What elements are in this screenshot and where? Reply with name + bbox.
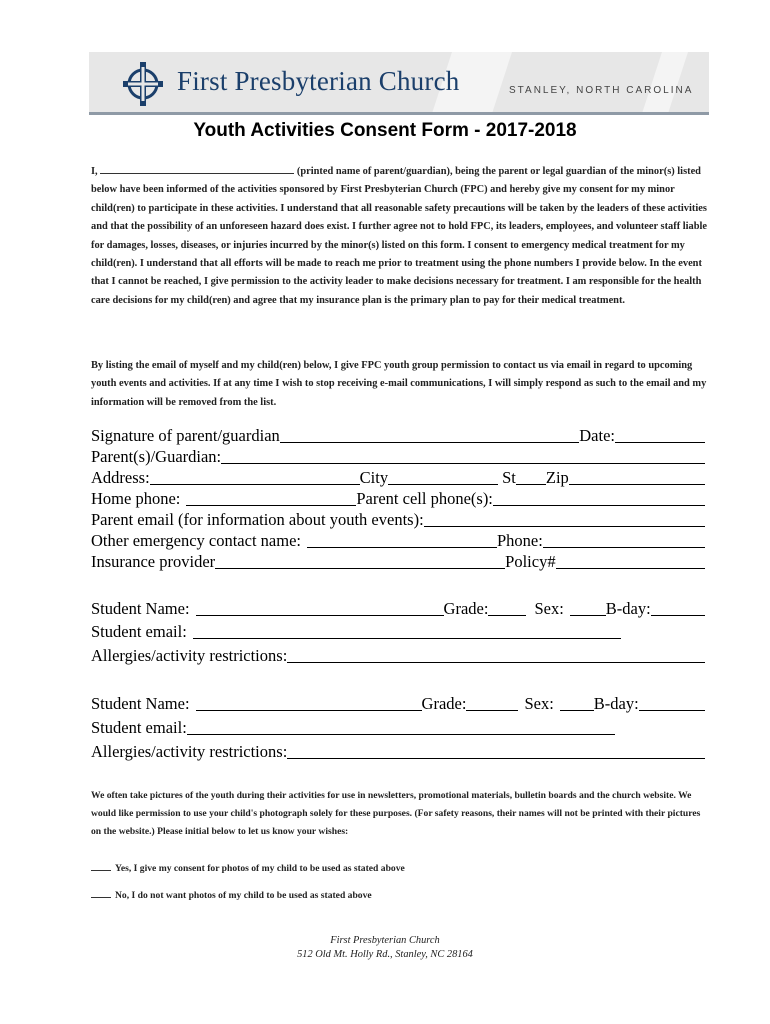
photo-consent-no-text: No, I do not want photos of my child to be used as stated above — [115, 890, 372, 901]
student2-name-row — [91, 693, 705, 714]
photo-consent-no — [91, 890, 372, 901]
policy-field[interactable] — [556, 553, 705, 569]
student1-bday-field[interactable] — [651, 600, 705, 616]
sex-label: Sex: — [524, 694, 554, 713]
student1-name-field[interactable] — [196, 600, 444, 616]
insurance-field[interactable] — [215, 553, 505, 569]
student1-email-field[interactable] — [193, 623, 621, 639]
student2-sex-field[interactable] — [560, 695, 594, 711]
policy-label: Policy# — [505, 552, 556, 571]
signature-row — [91, 425, 705, 446]
address-label: Address: — [91, 468, 150, 487]
parent-email-row — [91, 509, 705, 530]
student-name-label: Student Name: — [91, 599, 190, 618]
bday-label: B-day: — [605, 599, 651, 618]
footer-address: 512 Old Mt. Holly Rd., Stanley, NC 28164 — [297, 949, 473, 960]
student1-sex-field[interactable] — [570, 600, 606, 616]
email-paragraph: By listing the email of myself and my child(ren) below, I give FPC youth group permission to contact us via email in regard to upcoming youth events and activities. If at any time I wish to stop receiving e-mail communications, I will simply respond as such to the email and my information will be removed from the list. — [91, 360, 707, 408]
student1-email-row — [91, 621, 621, 642]
emergency-field[interactable] — [307, 532, 497, 548]
date-field[interactable] — [615, 427, 705, 443]
photo-consent-yes — [91, 863, 405, 874]
student1-allergies-row — [91, 645, 705, 666]
printed-name-field[interactable] — [100, 163, 294, 174]
emergency-row — [91, 530, 705, 551]
zip-field[interactable] — [569, 469, 705, 485]
student2-email-row — [91, 717, 615, 738]
student2-grade-field[interactable] — [466, 695, 518, 711]
student-name-label: Student Name: — [91, 694, 190, 713]
city-label: City — [359, 468, 389, 487]
phone-row — [91, 488, 705, 509]
church-name: First Presbyterian Church — [177, 66, 460, 96]
address-row — [91, 467, 705, 488]
consent-paragraph — [91, 163, 709, 310]
state-field[interactable] — [516, 469, 546, 485]
student2-allergies-field[interactable] — [287, 743, 705, 759]
student-email-label: Student email: — [91, 718, 187, 737]
student1-allergies-field[interactable] — [287, 647, 705, 663]
signature-field[interactable] — [280, 427, 579, 443]
insurance-label: Insurance provider — [91, 552, 216, 571]
banner-decoration — [626, 52, 697, 115]
state-label: St — [502, 468, 516, 487]
student1-name-row — [91, 598, 705, 619]
footer — [0, 934, 770, 962]
date-label: Date: — [579, 426, 615, 445]
allergies-label: Allergies/activity restrictions: — [91, 742, 288, 761]
student2-allergies-row — [91, 741, 705, 762]
grade-label: Grade: — [443, 599, 489, 618]
parents-row — [91, 446, 705, 467]
parents-label: Parent(s)/Guardian: — [91, 447, 222, 466]
student-email-label: Student email: — [91, 622, 187, 641]
yes-initial-field[interactable] — [91, 870, 111, 871]
church-location: STANLEY, NORTH CAROLINA — [509, 85, 694, 96]
student2-email-field[interactable] — [187, 719, 615, 735]
emergency-phone-label: Phone: — [496, 531, 543, 550]
zip-label: Zip — [545, 468, 569, 487]
student2-name-field[interactable] — [196, 695, 422, 711]
no-initial-field[interactable] — [91, 897, 111, 898]
cell-phone-label: Parent cell phone(s): — [356, 489, 493, 508]
bday-label: B-day: — [593, 694, 639, 713]
form-title: Youth Activities Consent Form - 2017-2018 — [193, 120, 577, 141]
home-phone-label: Home phone: — [91, 489, 181, 508]
parent-email-field[interactable] — [424, 511, 705, 527]
signature-label: Signature of parent/guardian — [91, 426, 280, 445]
home-phone-field[interactable] — [186, 490, 356, 506]
footer-church-name: First Presbyterian Church — [330, 935, 440, 946]
sex-label: Sex: — [534, 599, 564, 618]
emergency-label: Other emergency contact name: — [91, 531, 301, 550]
celtic-cross-icon — [120, 61, 166, 107]
photo-paragraph: We often take pictures of the youth during their activities for use in newsletters, promotional materials, bulletin boards and the church website. We would like permission to use your child's photograph solely for these purposes. (For safety reasons, their names will not be printed with their pictures on the website.) Please initial below to let us know your wishes: — [91, 790, 701, 837]
address-field[interactable] — [150, 469, 360, 485]
consent-text: (printed name of parent/guardian), being the parent or legal guardian of the minor(s) listed below have been informed of the activities sponsored by First Presbyterian Church (FPC) and hereby give my consent for my minor child(ren) to participate in these activities. I understand that all reasonable safety precautions will be taken by the leaders of these activities and that the possibility of an unforeseen hazard does exist. I further agree not to hold FPC, its leaders, employees, and volunteer staff liable for damages, losses, diseases, or injuries incurred by the minor(s) listed on this form. I consent to emergency medical treatment for my child(ren). I understand that all efforts will be made to reach me prior to treatment using the phone numbers I provide below. In the event that I cannot be reached, I give permission to the activity leader to make decisions necessary for treatment. I am responsible for the health care decisions for my child(ren) and agree that my insurance plan is the primary plan to pay for their medical treatment. — [91, 166, 708, 306]
city-field[interactable] — [388, 469, 498, 485]
parents-field[interactable] — [221, 448, 705, 464]
emergency-phone-field[interactable] — [543, 532, 705, 548]
photo-consent-yes-text: Yes, I give my consent for photos of my child to be used as stated above — [115, 863, 405, 874]
student2-bday-field[interactable] — [639, 695, 705, 711]
parent-email-label: Parent email (for information about youth events): — [91, 510, 424, 529]
cell-phone-field[interactable] — [493, 490, 705, 506]
student1-grade-field[interactable] — [488, 600, 526, 616]
insurance-row — [91, 551, 705, 572]
allergies-label: Allergies/activity restrictions: — [91, 646, 288, 665]
grade-label: Grade: — [421, 694, 467, 713]
consent-prefix: I, — [91, 166, 98, 177]
